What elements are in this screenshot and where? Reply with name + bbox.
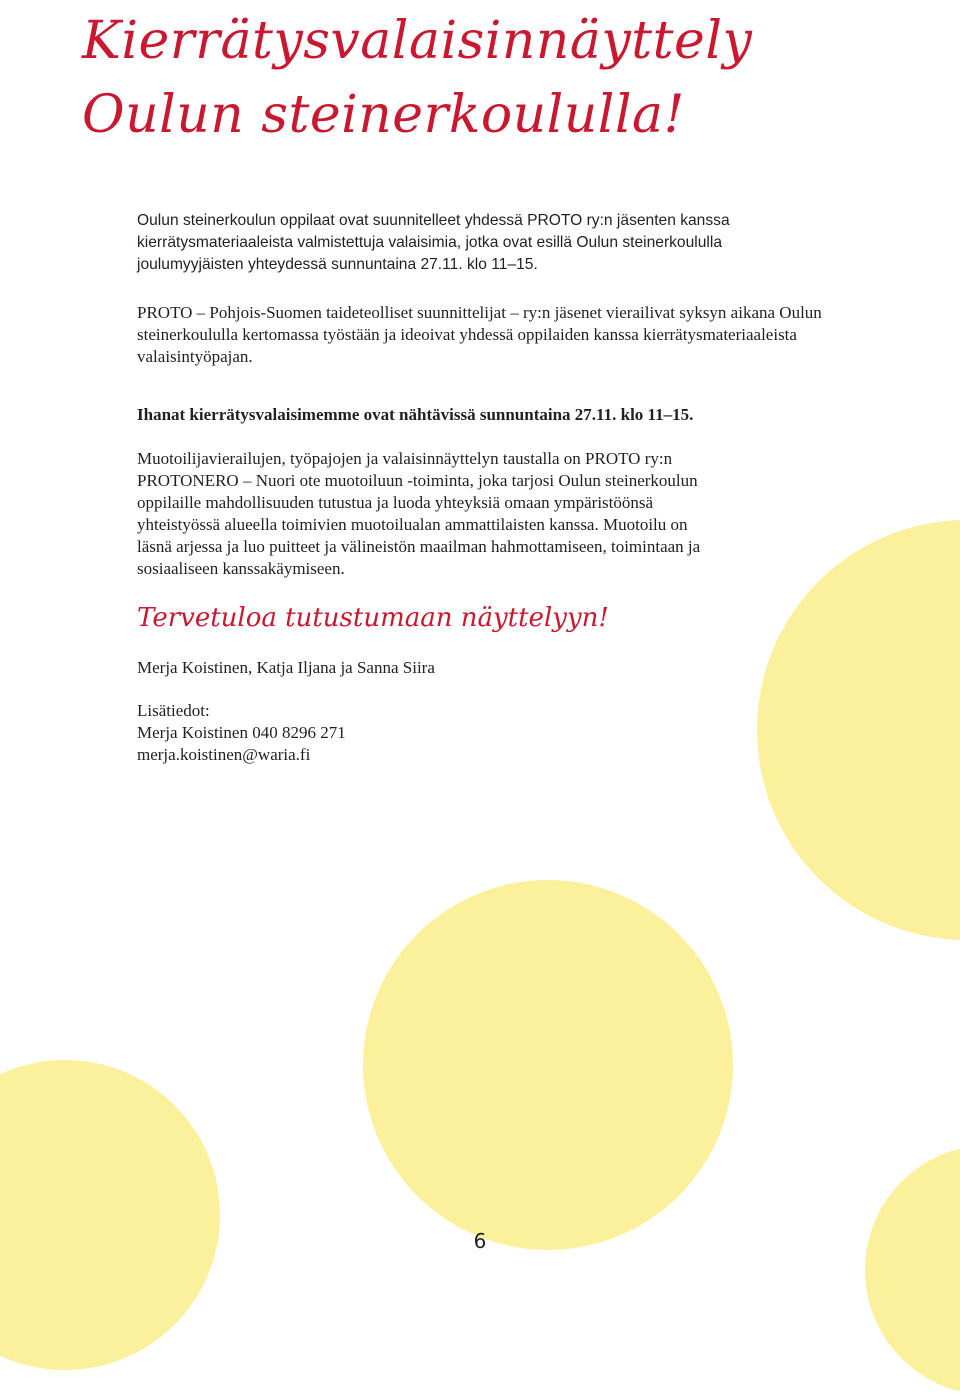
page-number: 6 — [473, 1229, 487, 1253]
title-line-1: Kierrätysvalaisinnäyttely — [82, 11, 753, 71]
contact-email: merja.koistinen@waria.fi — [137, 745, 311, 764]
contact-info — [137, 700, 827, 766]
welcome-heading: Tervetuloa tutustumaan näyttelyyn! — [137, 603, 609, 633]
exhibition-date-note: Ihanat kierrätysvalaisimemme ovat nähtävissä sunnuntaina 27.11. klo 11–15. — [137, 405, 694, 424]
intro-paragraph: Oulun steinerkoulun oppilaat ovat suunnitelleet yhdessä PROTO ry:n jäsenten kanssa kierrätysmateriaaleista valmistettuja valaisimia, jotka ovat esillä Oulun steinerkoululla joulumyyjäisten yhteydessä sunnuntaina 27.11. klo 11–15. — [137, 212, 730, 273]
decorative-circle-center — [363, 880, 733, 1250]
contact-name-phone: Merja Koistinen 040 8296 271 — [137, 723, 346, 742]
decorative-circle-bottom-left — [0, 1060, 220, 1370]
authors: Merja Koistinen, Katja Iljana ja Sanna Siira — [137, 658, 435, 677]
background-paragraph: Muotoilijavierailujen, työpajojen ja valaisinnäyttelyn taustalla on PROTO ry:n PROTONERO – Nuori ote muotoiluun -toiminta, joka tarjosi Oulun steinerkoulun oppilaille mahdollisuuden tutustua ja luoda yhteyksiä omaan ympäristöönsä yhteistyössä alueella toimivien muotoilualan ammattilaisten kanssa. Muotoilu on läsnä arjessa ja luo puitteet ja välineistön maailman hahmottamiseen, toimintaan ja sosiaaliseen kanssakäymiseen. — [137, 449, 701, 578]
title-line-2: Oulun steinerkoululla! — [82, 85, 685, 145]
page-title — [82, 4, 752, 152]
proto-paragraph: PROTO – Pohjois-Suomen taideteolliset suunnittelijat – ry:n jäsenet vierailivat syksyn aikana Oulun steinerkoululla kertomassa työstään ja ideoivat yhdessä oppilaiden kanssa kierrätysmateriaaleista valaisintyöpajan. — [137, 303, 822, 366]
contact-label: Lisätiedot: — [137, 701, 210, 720]
decorative-circle-bottom-right — [865, 1145, 960, 1395]
